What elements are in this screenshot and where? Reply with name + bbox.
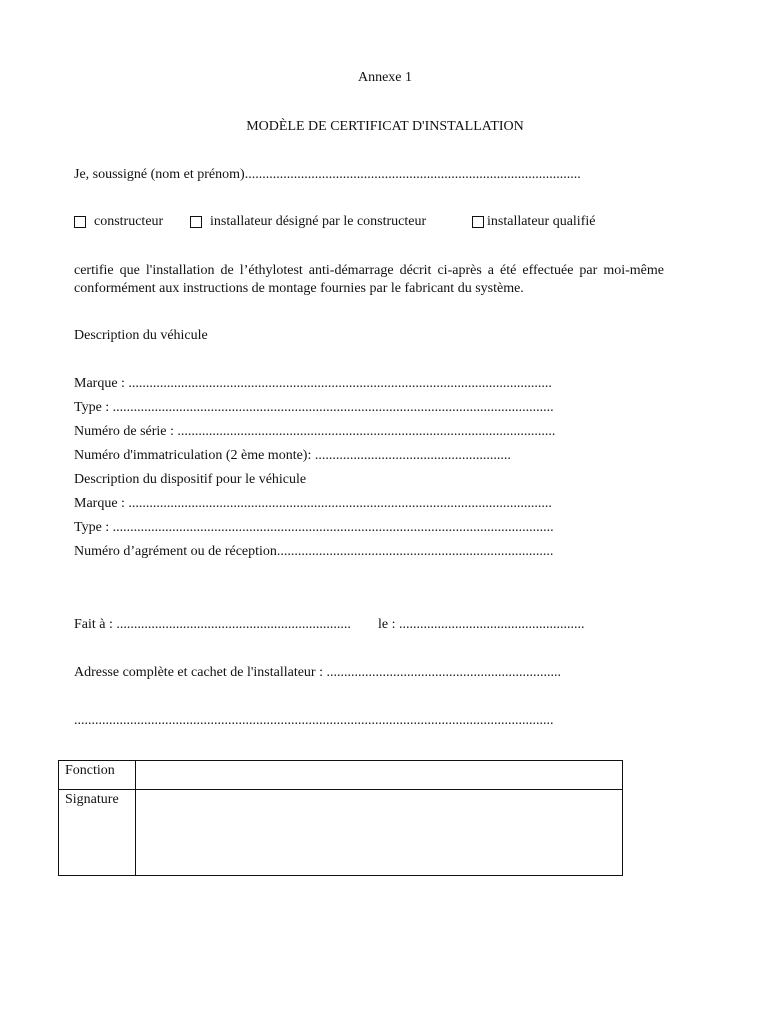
document-title: MODÈLE DE CERTIFICAT D'INSTALLATION <box>246 119 524 134</box>
option-installateur-designe[interactable] <box>190 213 426 231</box>
option-constructeur[interactable] <box>74 213 163 231</box>
installer-address-continuation[interactable]: ......................................................................................................................................... <box>74 713 554 728</box>
function-field[interactable] <box>136 761 623 790</box>
signature-table <box>58 760 623 876</box>
signature-field[interactable] <box>136 790 623 876</box>
place-line[interactable]: Fait à : ................................................................... <box>74 617 351 632</box>
device-brand-line[interactable]: Marque : ......................................................................................................................... <box>74 496 552 511</box>
checkbox-icon[interactable] <box>74 216 86 228</box>
device-approval-line[interactable]: Numéro d’agrément ou de réception............................................................................... <box>74 544 554 559</box>
role-options <box>74 213 634 231</box>
device-heading: Description du dispositif pour le véhicule <box>74 472 307 487</box>
option-installateur-qualifie[interactable] <box>472 213 595 231</box>
declarant-name-line[interactable]: Je, soussigné (nom et prénom)................................................................................................ <box>74 167 581 182</box>
vehicle-brand-line[interactable]: Marque : ......................................................................................................................... <box>74 376 552 391</box>
vehicle-heading: Description du véhicule <box>74 328 208 343</box>
checkbox-icon[interactable] <box>190 216 202 228</box>
checkbox-icon[interactable] <box>472 216 484 228</box>
installer-address-line[interactable]: Adresse complète et cachet de l'installateur : ................................................................... <box>74 665 561 680</box>
option-label: constructeur <box>94 214 164 229</box>
vehicle-serial-line[interactable]: Numéro de série : ............................................................................................................ <box>74 424 556 439</box>
vehicle-type-line[interactable]: Type : .............................................................................................................................. <box>74 400 554 415</box>
vehicle-registration-line[interactable]: Numéro d'immatriculation (2 ème monte): ........................................................ <box>74 448 511 463</box>
device-type-line[interactable]: Type : .............................................................................................................................. <box>74 520 554 535</box>
option-label: installateur désigné par le constructeur <box>210 214 427 229</box>
certification-text: certifie que l'installation de l’éthylotest anti-démarrage décrit ci-après a été effectuée par moi-même conformément aux instructions de montage fournies par le fabricant du système. <box>74 263 664 296</box>
option-label: installateur qualifié <box>487 214 596 229</box>
date-line[interactable]: le : ..................................................... <box>378 617 585 632</box>
signature-label: Signature <box>59 790 136 876</box>
annex-label: Annexe 1 <box>357 70 413 85</box>
function-label: Fonction <box>59 761 136 790</box>
